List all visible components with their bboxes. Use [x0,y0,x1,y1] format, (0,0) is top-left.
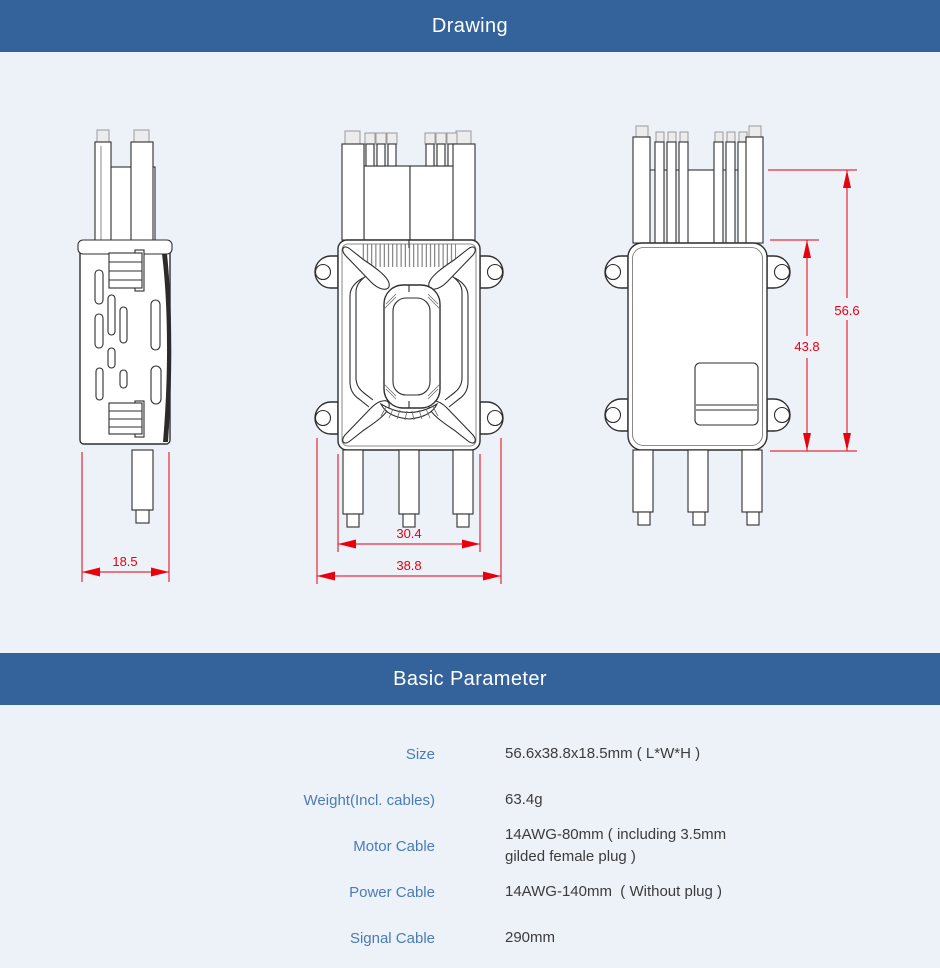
mounting-hole [316,265,331,280]
parameter-table [0,705,940,961]
cable-tip [136,510,149,523]
wire [726,142,735,243]
drawing-section-header [0,0,940,52]
wire-tip [749,126,761,137]
cable-tip [747,512,759,525]
dimension-label-43-8: 43.8 [794,339,820,354]
cable [132,450,153,510]
wire-tip [345,131,360,144]
back-view [605,126,790,525]
arrow-right [151,568,169,577]
parameter-section-title: Basic Parameter [393,667,547,690]
wire [95,142,111,242]
wire [667,142,676,243]
wire-tip [715,132,723,142]
dimension-side-width [82,452,169,582]
dimension-label-18-5: 18.5 [112,554,138,569]
arrow-right [462,540,480,549]
parameter-section-header [0,653,940,705]
dimension-label-38-8: 38.8 [396,558,422,573]
parameter-value: 56.6x38.8x18.5mm ( L*W*H ) [505,745,701,762]
arrow-up [843,170,851,188]
cooling-slot [120,370,127,388]
arrow-left [317,572,335,581]
wire [714,142,723,243]
heatsink-ring-inner [393,298,430,395]
wire-tip [447,133,457,144]
side-view [78,130,172,523]
wire-tip [376,133,386,144]
parameter-label: Size [405,745,435,763]
wire-tip [387,133,397,144]
wire-tip [456,131,471,144]
drawing-canvas [0,52,940,653]
cooling-slot [95,314,103,348]
arrow-up [803,240,811,258]
cable [453,450,473,514]
label-sticker [695,363,758,425]
cable-tip [638,512,650,525]
mounting-hole [775,265,790,280]
arrow-left [82,568,100,577]
mounting-hole [488,411,503,426]
cooling-slot [108,348,115,368]
wire [426,144,434,166]
wire-tip [134,130,149,142]
wire [131,142,153,242]
heatshrink [364,166,410,240]
arrow-down [803,433,811,451]
cooling-slot [151,366,161,404]
wire [679,142,688,243]
cable [633,450,653,512]
wire-tip [656,132,664,142]
parameter-value: 63.4g [505,791,543,808]
wire-tip [425,133,435,144]
mounting-hole [488,265,503,280]
dimension-label-30-4: 30.4 [396,526,422,541]
mounting-hole [606,408,621,423]
cable-tip [457,514,469,527]
cable [343,450,363,514]
wire [388,144,396,166]
wire [377,144,385,166]
arrow-left [338,540,356,549]
drawing-section-title: Drawing [431,14,509,37]
parameter-value [505,824,835,868]
cooling-slot [108,295,115,335]
power-wire [342,144,364,240]
wire-tip [365,133,375,144]
parameter-label: Motor Cable [353,837,435,855]
technical-drawing-area [0,52,940,653]
cooling-slot [151,300,160,350]
wire-tip [636,126,648,137]
cooling-slot [96,368,103,400]
wire-tip [727,132,735,142]
parameter-value: 290mm [505,929,556,946]
heatshrink [410,166,454,240]
parameter-value: 14AWG-140mm ( Without plug ) [505,883,723,900]
wire-bundle [687,170,714,243]
cooling-slot [120,307,127,343]
mounting-hole [316,411,331,426]
cable [399,450,419,514]
parameter-label: Weight(Incl. cables) [303,791,435,809]
wire-tip [680,132,688,142]
wire-tip [436,133,446,144]
arrow-right [483,572,501,581]
power-wire [746,137,763,243]
parameter-row-size [0,731,940,777]
wire-tip [668,132,676,142]
mounting-hole [606,265,621,280]
parameter-value-line: 14AWG-80mm ( including 3.5mm [505,826,727,843]
arrow-down [843,433,851,451]
cooling-slot [95,270,103,304]
power-wire [633,137,650,243]
wire [437,144,445,166]
cable [688,450,708,512]
cable-tip [347,514,359,527]
parameter-label: Power Cable [349,883,435,901]
front-view [315,131,503,527]
parameter-row-weight [0,777,940,823]
parameter-row-power-cable [0,869,940,915]
parameter-value-line: gilded female plug ) [505,848,636,865]
parameter-label: Signal Cable [349,929,435,947]
parameter-row-motor-cable [0,823,940,869]
wire-tip [97,130,109,142]
mounting-hole [775,408,790,423]
cable-tip [693,512,705,525]
dimension-label-56-6: 56.6 [834,303,860,318]
wire [655,142,664,243]
top-cap [78,240,172,254]
power-wire [453,144,475,240]
cable [742,450,762,512]
wire [366,144,374,166]
parameter-row-signal-cable [0,915,940,961]
